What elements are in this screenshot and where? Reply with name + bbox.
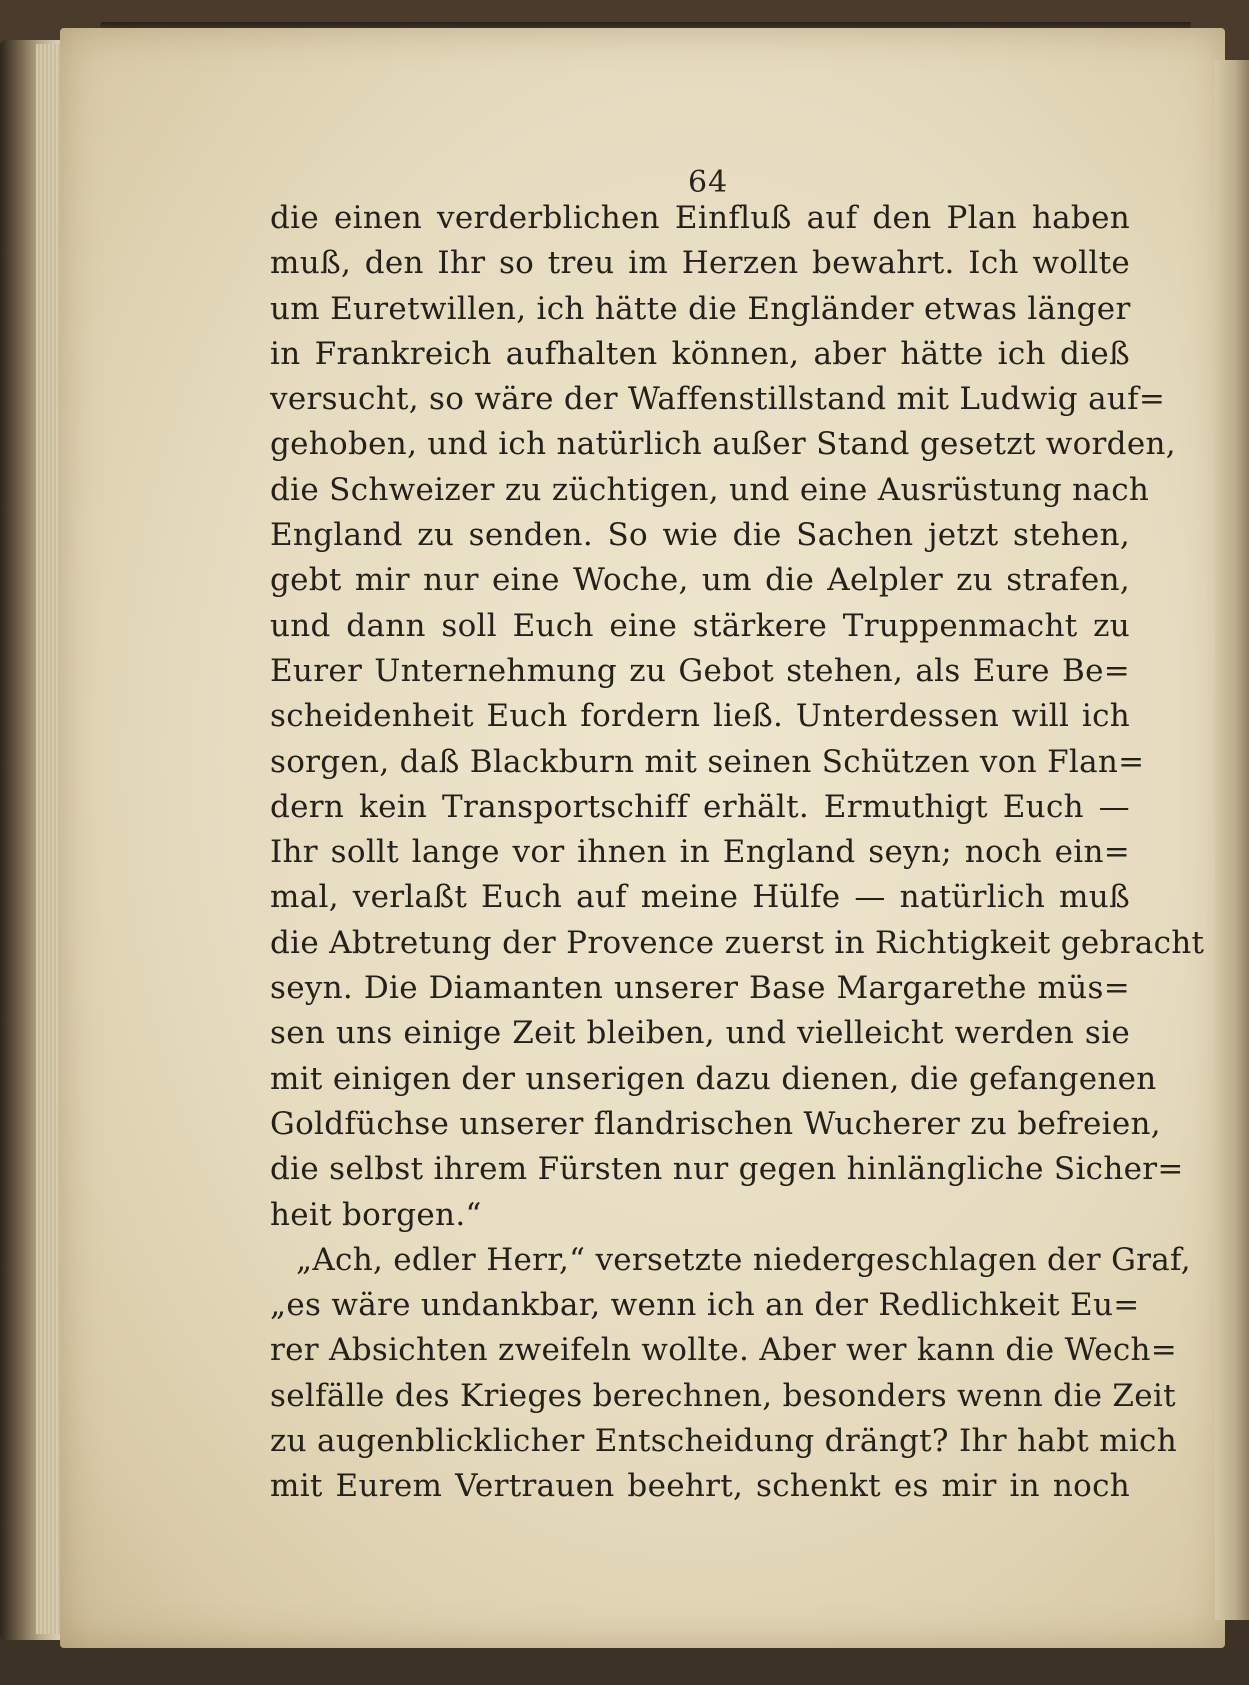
text-line: rer Absichten zweifeln wollte. Aber wer kann die Wech= — [270, 1332, 1178, 1369]
text-line: die einen verderblichen Einfluß auf den Plan haben — [270, 200, 1130, 236]
text-line: und dann soll Euch eine stärkere Truppenmacht zu — [270, 607, 1130, 644]
text-line: versucht, so wäre der Waffenstillstand mit Ludwig auf= — [270, 381, 1166, 418]
text-line: heit borgen.“ — [270, 1196, 482, 1233]
text-line: „Ach, edler Herr,“ versetzte niedergeschlagen der Graf, — [296, 1241, 1191, 1278]
text-line: Goldfüchse unserer flandrischen Wucherer zu befreien, — [270, 1105, 1161, 1142]
text-line: die Schweizer zu züchtigen, und eine Ausrüstung nach — [270, 471, 1150, 508]
text-line: Ihr sollt lange vor ihnen in England seyn; noch ein= — [270, 834, 1130, 871]
text-line: mit Eurem Vertrauen beehrt, schenkt es mir in noch — [270, 1468, 1130, 1505]
text-line: mit einigen der unserigen dazu dienen, die gefangenen — [270, 1060, 1157, 1097]
text-line: sen uns einige Zeit bleiben, und vielleicht werden sie — [270, 1015, 1130, 1052]
text-line: in Frankreich aufhalten können, aber hätte ich dieß — [270, 335, 1130, 372]
text-line: die selbst ihrem Fürsten nur gegen hinlängliche Sicher= — [270, 1151, 1184, 1188]
text-line: die Abtretung der Provence zuerst in Richtigkeit gebracht — [270, 924, 1205, 961]
text-line: gehoben, und ich natürlich außer Stand gesetzt worden, — [270, 426, 1176, 463]
text-line: mal, verlaßt Euch auf meine Hülfe — natürlich muß — [270, 879, 1130, 916]
text-line: sorgen, daß Blackburn mit seinen Schützen von Flan= — [270, 743, 1145, 780]
text-line: Eurer Unternehmung zu Gebot stehen, als Eure Be= — [270, 652, 1130, 689]
page-number: 64 — [688, 165, 729, 200]
text-line: scheidenheit Euch fordern ließ. Unterdessen will ich — [270, 698, 1130, 735]
text-line: um Euretwillen, ich hätte die Engländer etwas länger — [270, 290, 1131, 327]
text-line: England zu senden. So wie die Sachen jetzt stehen, — [270, 517, 1130, 554]
text-line: selfälle des Krieges berechnen, besonders wenn die Zeit — [270, 1377, 1176, 1414]
text-line: seyn. Die Diamanten unserer Base Margarethe müs= — [270, 970, 1130, 1007]
body-text — [270, 196, 1205, 1510]
text-line: „es wäre undankbar, wenn ich an der Redlichkeit Eu= — [270, 1287, 1140, 1324]
text-line: muß, den Ihr so treu im Herzen bewahrt. Ich wollte — [270, 245, 1130, 282]
right-page-edge — [1215, 60, 1249, 1620]
text-line: gebt mir nur eine Woche, um die Aelpler zu strafen, — [270, 562, 1130, 599]
text-line: dern kein Transportschiff erhält. Ermuthigt Euch — — [270, 788, 1130, 825]
text-line: zu augenblicklicher Entscheidung drängt? Ihr habt mich — [270, 1423, 1177, 1460]
